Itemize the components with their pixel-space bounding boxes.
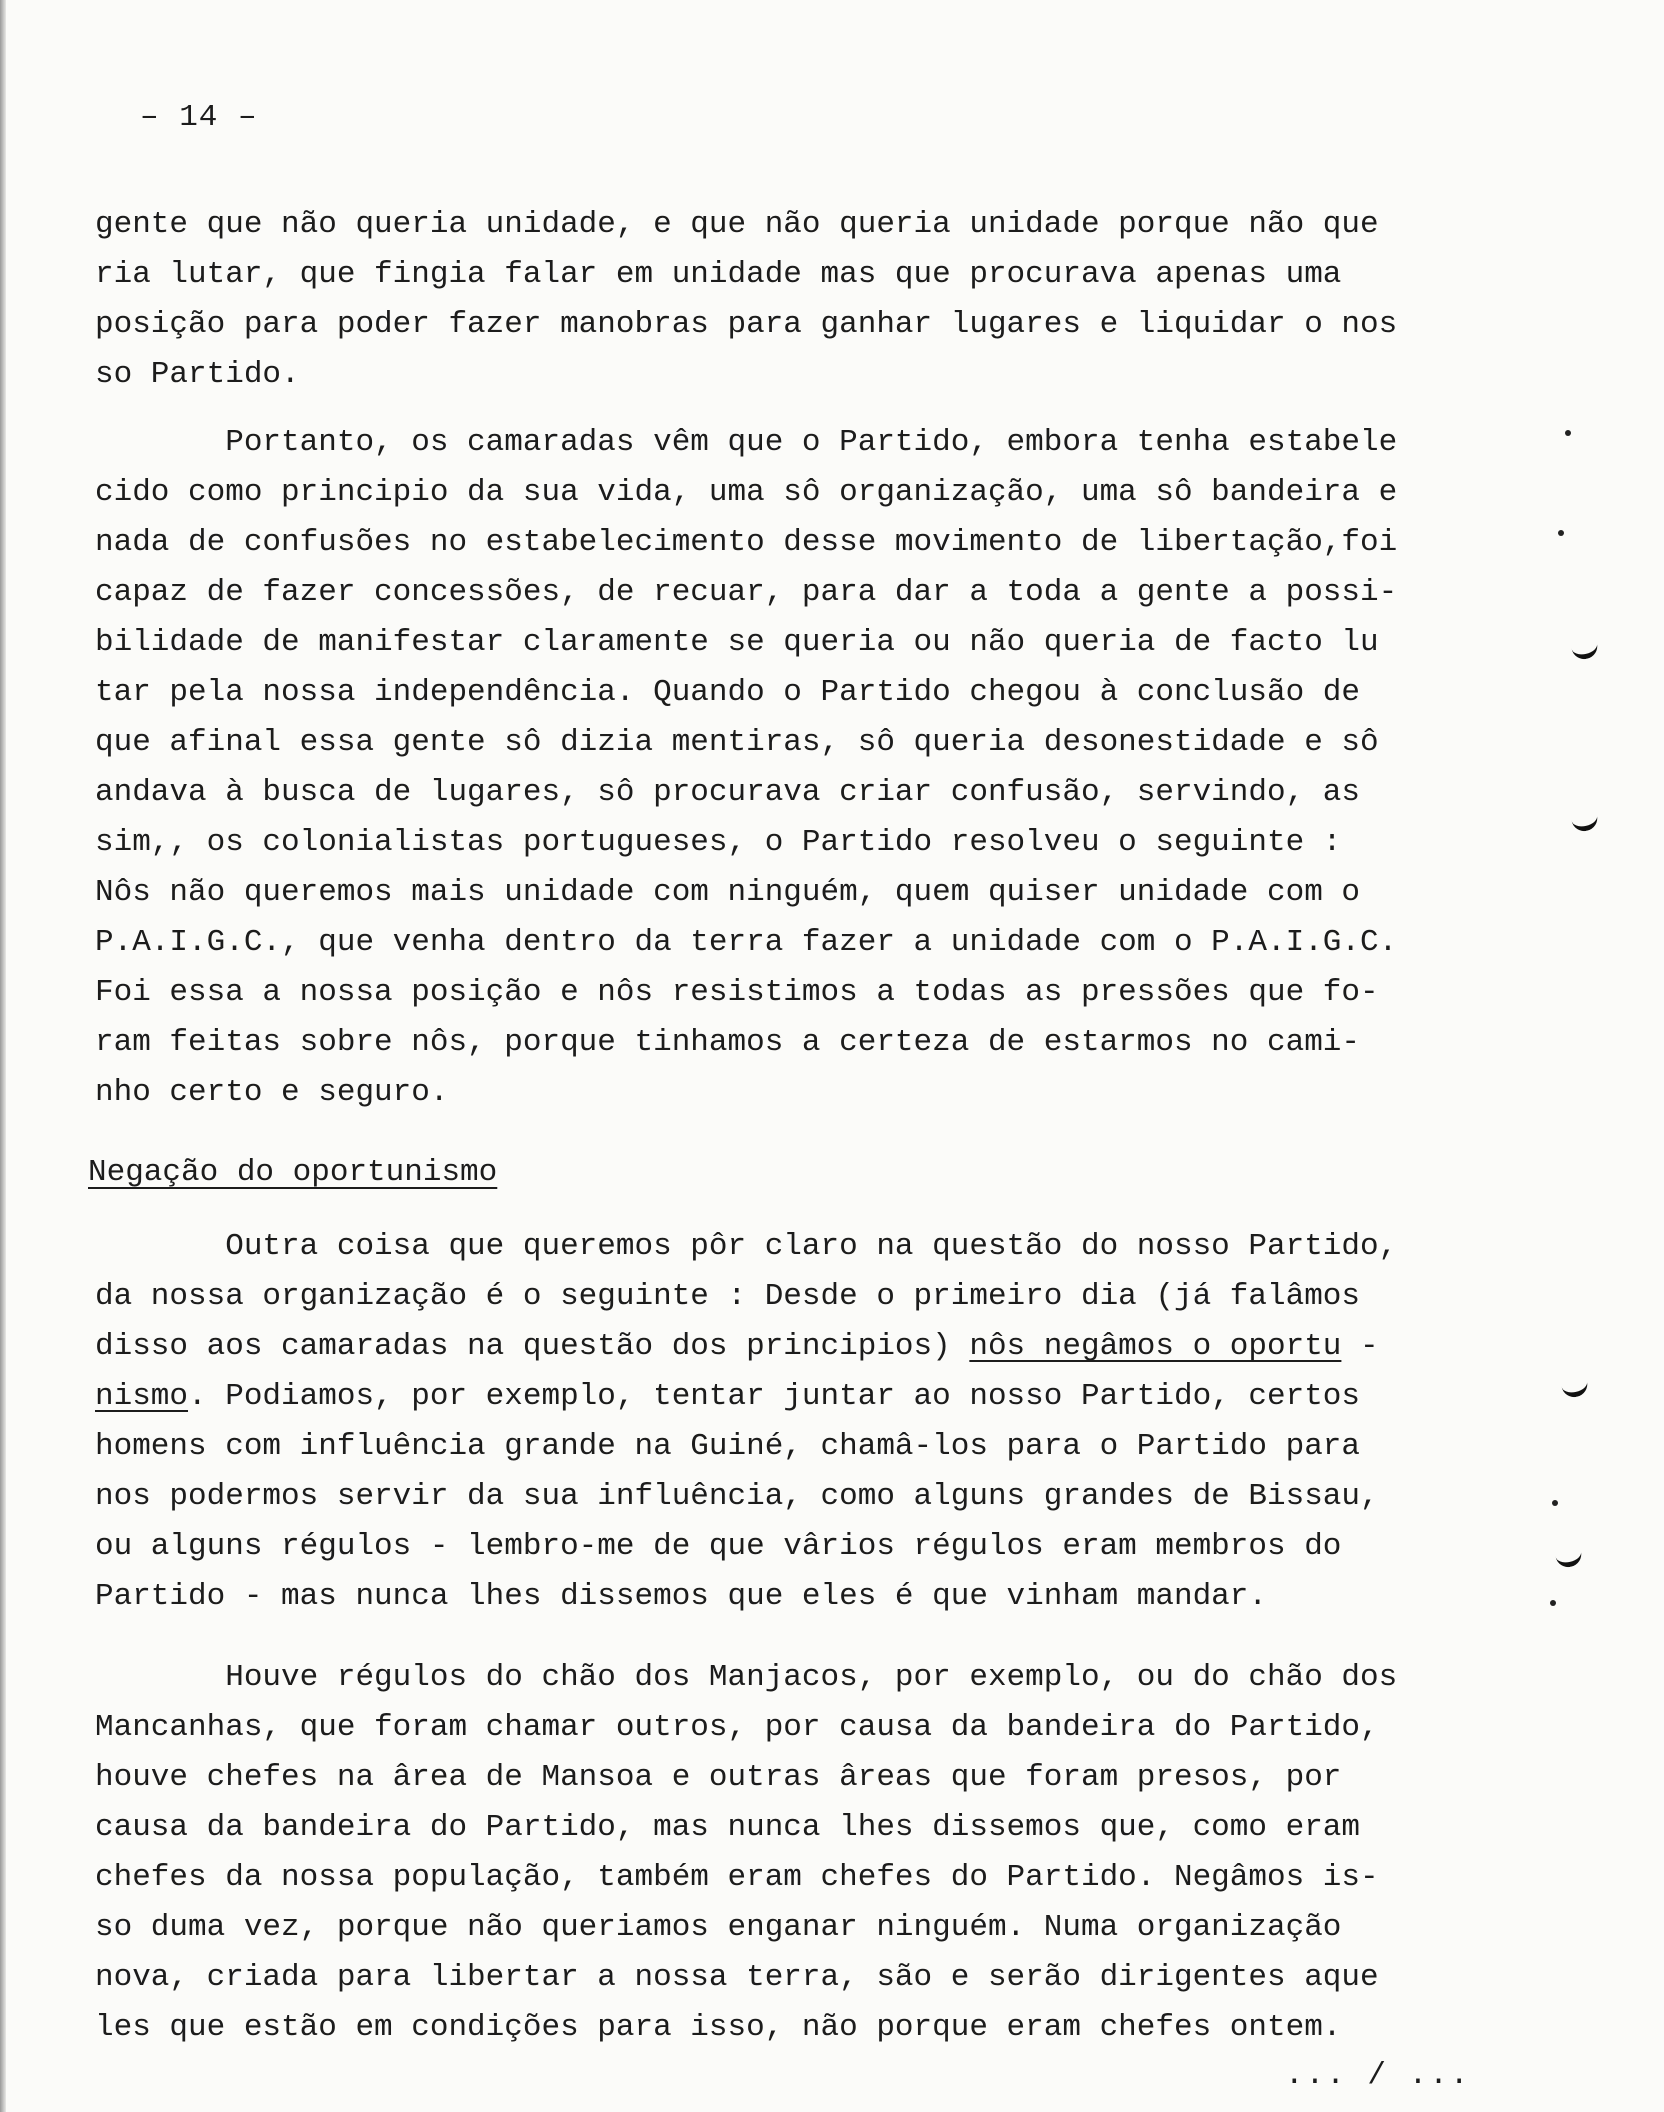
margin-dot — [1565, 430, 1571, 436]
margin-check-mark — [1570, 638, 1599, 662]
margin-dot — [1558, 530, 1564, 536]
text-line: da nossa organização é o seguinte : Desde o primeiro dia (já falâmos — [95, 1279, 1361, 1314]
text-line: posição para poder fazer manobras para ganhar lugares e liquidar o nos — [95, 307, 1398, 342]
underlined-phrase: nismo — [95, 1379, 189, 1414]
text-line: houve chefes na ârea de Mansoa e outras âreas que foram presos, por — [95, 1760, 1342, 1795]
margin-dot — [1550, 1600, 1556, 1606]
text-line: ram feitas sobre nôs, porque tinhamos a certeza de estarmos no cami- — [95, 1025, 1361, 1060]
text-line: ria lutar, que fingia falar em unidade mas que procurava apenas uma — [95, 257, 1342, 292]
text-line: les que estão em condições para isso, não porque eram chefes ontem. — [95, 2010, 1342, 2045]
paragraph-2 — [95, 418, 1555, 1118]
underlined-phrase: nôs negâmos o oportu — [969, 1329, 1342, 1364]
paragraph-3 — [95, 1222, 1555, 1622]
margin-check-mark — [1560, 1376, 1589, 1400]
text-line: homens com influência grande na Guiné, chamâ-los para o Partido para — [95, 1429, 1361, 1464]
text-line: andava à busca de lugares, sô procurava criar confusão, servindo, as — [95, 775, 1361, 810]
text-line: Portanto, os camaradas vêm que o Partido, embora tenha estabele — [95, 425, 1398, 460]
text-line: Foi essa a nossa posição e nôs resistimos a todas as pressões que fo- — [95, 975, 1379, 1010]
section-heading: Negação do oportunismo — [88, 1155, 498, 1190]
text-line: ou alguns régulos - lembro-me de que vârios régulos eram membros do — [95, 1529, 1342, 1564]
text-line: nada de confusões no estabelecimento desse movimento de libertação,foi — [95, 525, 1398, 560]
margin-check-mark — [1554, 1546, 1583, 1570]
continuation-mark: ... / ... — [1285, 2058, 1471, 2093]
margin-check-mark — [1570, 810, 1599, 834]
paragraph-1 — [95, 200, 1555, 400]
text-line: Partido - mas nunca lhes dissemos que eles é que vinham mandar. — [95, 1579, 1267, 1614]
text-line: causa da bandeira do Partido, mas nunca lhes dissemos que, como eram — [95, 1810, 1361, 1845]
text-line: nho certo e seguro. — [95, 1075, 449, 1110]
page-number: – 14 – — [140, 100, 258, 135]
text-line: tar pela nossa independência. Quando o Partido chegou à conclusão de — [95, 675, 1361, 710]
text-line: Nôs não queremos mais unidade com ninguém, quem quiser unidade com o — [95, 875, 1361, 910]
text-line: nova, criada para libertar a nossa terra, são e serão dirigentes aque — [95, 1960, 1379, 1995]
text-line: Outra coisa que queremos pôr claro na questão do nosso Partido, — [95, 1229, 1398, 1264]
text-line: Houve régulos do chão dos Manjacos, por exemplo, ou do chão dos — [95, 1660, 1398, 1695]
text-line: chefes da nossa população, também eram chefes do Partido. Negâmos is- — [95, 1860, 1379, 1895]
text-line: P.A.I.G.C., que venha dentro da terra fazer a unidade com o P.A.I.G.C. — [95, 925, 1398, 960]
text-line: disso aos camaradas na questão dos principios) nôs negâmos o oportu - — [95, 1329, 1379, 1364]
text-line: nismo. Podiamos, por exemplo, tentar juntar ao nosso Partido, certos — [95, 1379, 1361, 1414]
text-line: sim,, os colonialistas portugueses, o Partido resolveu o seguinte : — [95, 825, 1342, 860]
text-line: capaz de fazer concessões, de recuar, para dar a toda a gente a possi- — [95, 575, 1398, 610]
text-line: Mancanhas, que foram chamar outros, por causa da bandeira do Partido, — [95, 1710, 1379, 1745]
text-line: cido como principio da sua vida, uma sô organização, uma sô bandeira e — [95, 475, 1398, 510]
text-line: so duma vez, porque não queriamos enganar ninguém. Numa organização — [95, 1910, 1342, 1945]
page-left-edge — [0, 0, 6, 2112]
paragraph-4 — [95, 1653, 1555, 2053]
margin-dot — [1552, 1500, 1558, 1506]
text-line: so Partido. — [95, 357, 300, 392]
text-line: gente que não queria unidade, e que não queria unidade porque não que — [95, 207, 1379, 242]
text-line: bilidade de manifestar claramente se queria ou não queria de facto lu — [95, 625, 1379, 660]
text-line: nos podermos servir da sua influência, como alguns grandes de Bissau, — [95, 1479, 1379, 1514]
text-line: que afinal essa gente sô dizia mentiras, sô queria desonestidade e sô — [95, 725, 1379, 760]
